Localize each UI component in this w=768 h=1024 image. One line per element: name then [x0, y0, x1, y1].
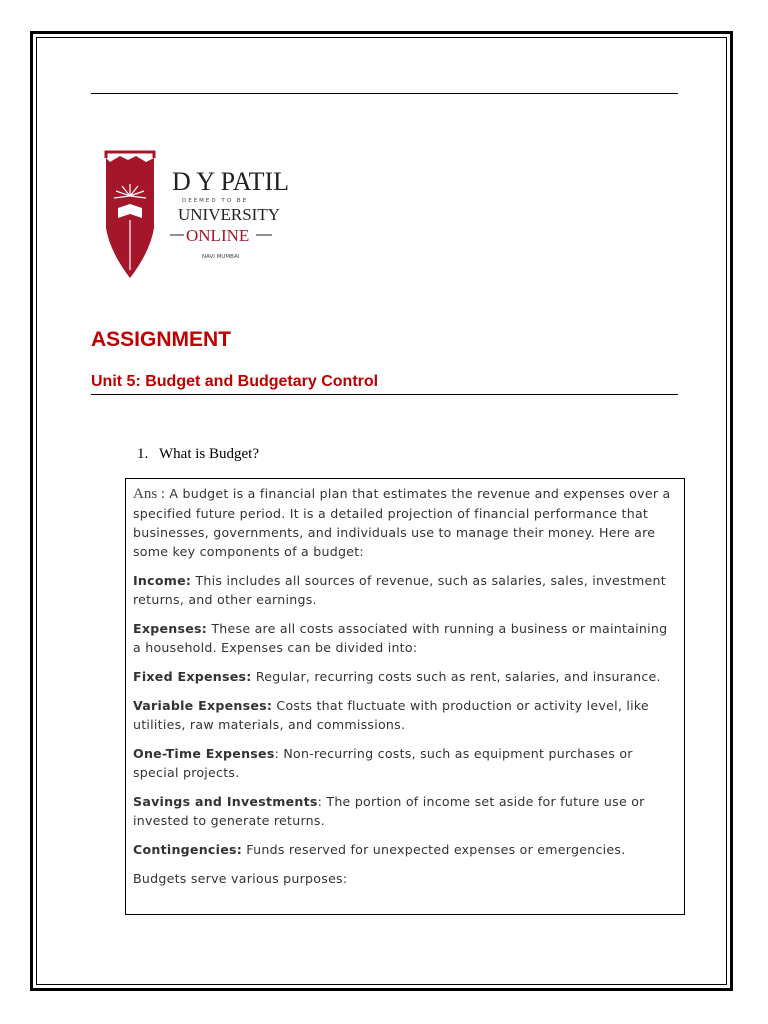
answer-closing: Budgets serve various purposes: [133, 871, 348, 886]
answer-intro-text: A budget is a financial plan that estimates the revenue and expenses over a specified future period. It is a detailed projection of financial performance that businesses, governments, and individuals use to manage their money. Here are some key components of a budget: [133, 486, 671, 559]
answer-label: Ans : [133, 486, 166, 502]
answer-item-text: Funds reserved for unexpected expenses or emergencies. [242, 842, 626, 857]
answer-item [133, 840, 677, 859]
answer-item-term: Savings and Investments [133, 794, 318, 809]
unit-title-rule [91, 394, 678, 395]
pen-nib-emblem-icon [106, 152, 154, 278]
assignment-heading: ASSIGNMENT [91, 328, 232, 351]
answer-item-text: These are all costs associated with running a business or maintaining a household. Expenses can be divided into: [133, 621, 668, 655]
answer-item-term: Expenses: [133, 621, 208, 636]
answer-item [133, 571, 677, 609]
logo-deemed-line: DEEMED TO BE [182, 198, 249, 204]
answer-item-term: Contingencies: [133, 842, 243, 857]
answer-item-text: Costs that fluctuate with production or activity level, like utilities, raw materials, and commissions. [133, 698, 649, 732]
answer-item [133, 619, 677, 657]
answer-item [133, 667, 677, 686]
university-logo [94, 148, 290, 293]
header-rule [91, 93, 678, 94]
answer-item [133, 744, 677, 782]
question-text: What is Budget? [159, 446, 259, 462]
logo-name-line2: UNIVERSITY [178, 205, 280, 224]
answer-item-text: Regular, recurring costs such as rent, salaries, and insurance. [251, 669, 661, 684]
answer-item-text: : The portion of income set aside for future use or invested to generate returns. [133, 794, 645, 828]
answer-item-text: This includes all sources of revenue, such as salaries, sales, investment returns, and other earnings. [133, 573, 666, 607]
answer-item [133, 792, 677, 830]
answer-box [125, 478, 685, 915]
unit-title: Unit 5: Budget and Budgetary Control [91, 373, 379, 390]
answer-item-term: Income: [133, 573, 192, 588]
answer-item-term: One-Time Expenses [133, 746, 275, 761]
answer-item-text: : Non-recurring costs, such as equipment purchases or special projects. [133, 746, 633, 780]
answer-item-term: Variable Expenses: [133, 698, 273, 713]
question-number: 1. [137, 446, 149, 462]
logo-location: NAVI MUMBAI [202, 254, 240, 260]
logo-name-line3: ONLINE [186, 226, 250, 245]
answer-intro-paragraph [133, 484, 677, 561]
answer-item-term: Fixed Expenses: [133, 669, 252, 684]
answer-item [133, 696, 677, 734]
question-item [137, 446, 259, 463]
logo-name-line1: D Y PATIL [172, 167, 290, 196]
